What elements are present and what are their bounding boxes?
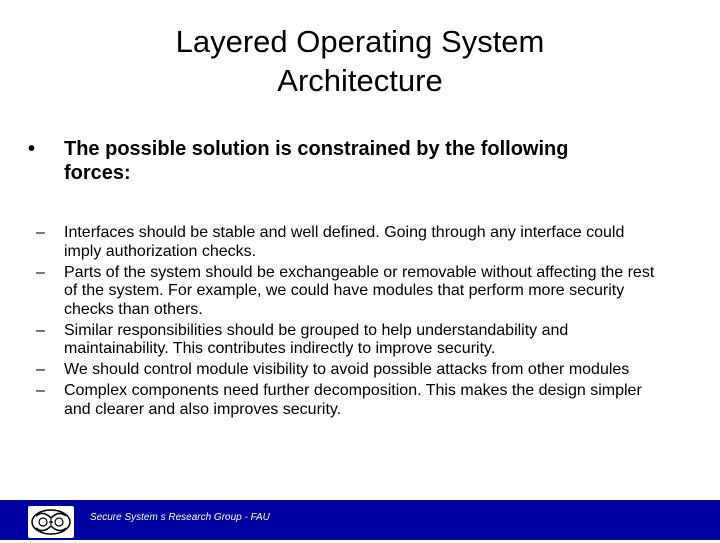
sub-bullet-item bbox=[36, 224, 666, 261]
sub-bullet-text: Interfaces should be stable and well defined. Going through any interface could imply authorization checks. bbox=[64, 224, 625, 260]
slide-title-line-2: Architecture bbox=[277, 63, 443, 98]
sub-bullet-text: Complex components need further decomposition. This makes the design simpler and clearer and also improves security. bbox=[64, 382, 642, 418]
main-bullet-text: The possible solution is constrained by the following forces: bbox=[64, 138, 569, 184]
dash-icon: – bbox=[36, 361, 45, 378]
seal-logo-icon bbox=[28, 506, 74, 538]
dash-icon: – bbox=[36, 321, 45, 339]
footer-org-label: Secure System s Research Group - FAU bbox=[90, 512, 270, 523]
sub-bullet-item bbox=[36, 322, 666, 359]
sub-bullet-item bbox=[36, 361, 666, 380]
dash-icon: – bbox=[36, 263, 45, 281]
dash-icon: – bbox=[36, 382, 45, 399]
sub-bullet-list bbox=[36, 224, 666, 422]
sub-bullet-text: Parts of the system should be exchangeable or removable without affecting the rest of the system. For example, we could have modules that perform more security checks than others. bbox=[64, 263, 655, 318]
bullet-dot-icon: • bbox=[28, 138, 36, 160]
footer-bar bbox=[0, 500, 720, 540]
sub-bullet-item bbox=[36, 382, 666, 419]
seal-logo-graphic bbox=[28, 506, 74, 538]
sub-bullet-text: Similar responsibilities should be grouped to help understandability and maintainability. This contributes indirectly to improve security. bbox=[64, 321, 569, 357]
slide-title-line-1: Layered Operating System bbox=[175, 24, 545, 59]
main-bullet bbox=[28, 137, 628, 185]
dash-icon: – bbox=[36, 224, 45, 241]
slide-title bbox=[0, 22, 720, 100]
sub-bullet-text: We should control module visibility to avoid possible attacks from other modules bbox=[64, 361, 630, 378]
sub-bullet-item bbox=[36, 264, 666, 320]
